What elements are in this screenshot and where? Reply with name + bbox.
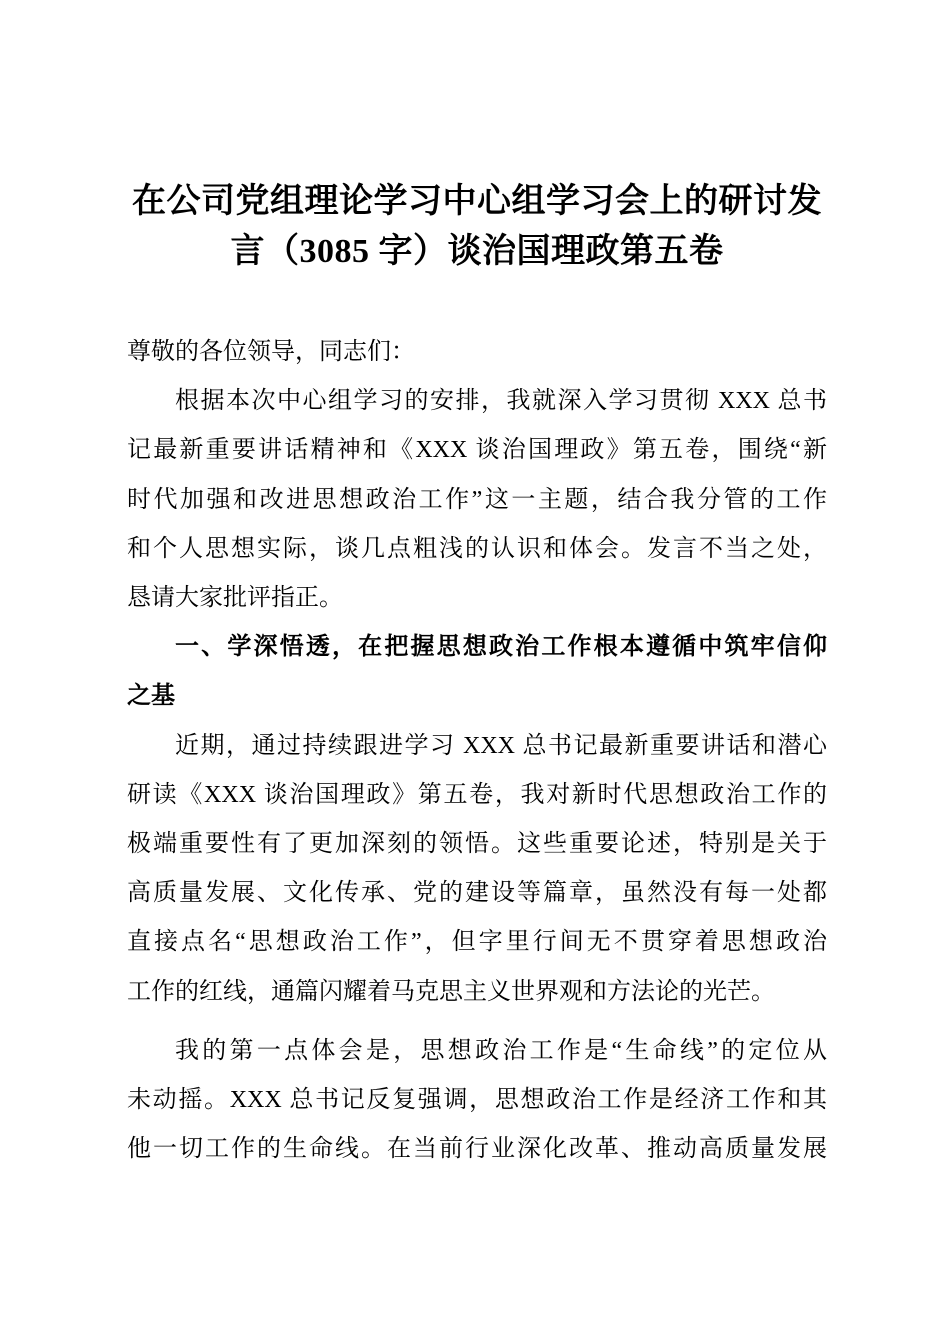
text-line: 近期，通过持续跟进学习 XXX 总书记最新重要讲话和潜心 <box>175 732 827 759</box>
text-line: 一、学深悟透，在把握思想政治工作根本遵循中筑牢信仰 <box>175 634 827 661</box>
paragraph-heading <box>127 623 827 721</box>
text-line: 我的第一点体会是，思想政治工作是“生命线”的定位从 <box>175 1037 827 1064</box>
text-line: 研读《XXX 谈治国理政》第五卷，我对新时代思想政治工作的 <box>127 781 827 808</box>
document-content <box>127 0 827 1174</box>
text-line: 根据本次中心组学习的安排，我就深入学习贯彻 XXX 总书 <box>175 388 827 415</box>
text-line: 高质量发展、文化传承、党的建设等篇章，虽然没有每一处都 <box>127 880 827 907</box>
text-line: 尊敬的各位领导，同志们： <box>127 339 415 365</box>
text-line: 和个人思想实际，谈几点粗浅的认识和体会。发言不当之处， <box>127 535 827 562</box>
text-line: 恳请大家批评指正。 <box>127 585 343 612</box>
document-body <box>127 328 827 1174</box>
document-title <box>127 0 827 277</box>
paragraph-body <box>127 1027 827 1175</box>
text-line: 极端重要性有了更加深刻的领悟。这些重要论述，特别是关于 <box>127 831 827 858</box>
text-line: 他一切工作的生命线。在当前行业深化改革、推动高质量发展 <box>127 1136 827 1163</box>
text-line: 之基 <box>127 683 175 710</box>
paragraph-body <box>127 377 827 623</box>
text-line: 工作的红线，通篇闪耀着马克思主义世界观和方法论的光芒。 <box>127 978 775 1005</box>
text-line: 时代加强和改进思想政治工作”这一主题，结合我分管的工作 <box>127 486 827 513</box>
text-line: 未动摇。XXX 总书记反复强调，思想政治工作是经济工作和其 <box>127 1087 827 1114</box>
text-line: 记最新重要讲话精神和《XXX 谈治国理政》第五卷，围绕“新 <box>127 437 827 464</box>
document-title-line: 在公司党组理论学习中心组学习会上的研讨发 <box>132 183 822 220</box>
document-title-line: 言（3085 字）谈治国理政第五卷 <box>230 233 724 270</box>
text-line: 直接点名“思想政治工作”，但字里行间无不贯穿着思想政治 <box>127 929 827 956</box>
paragraph-body <box>127 722 827 1017</box>
paragraph-salutation <box>127 328 827 377</box>
